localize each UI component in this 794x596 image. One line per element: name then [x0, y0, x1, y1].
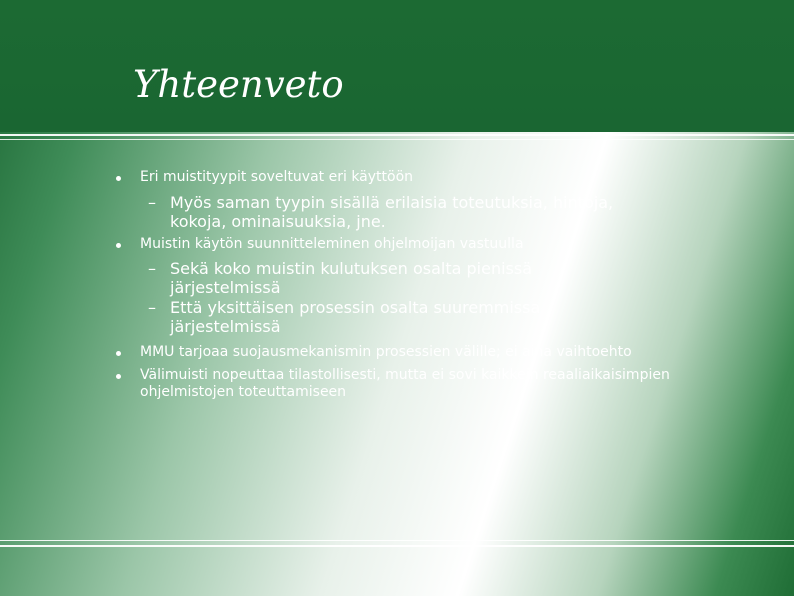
header-band	[0, 0, 794, 132]
bullet-item-3: MMU tarjoaa suojausmekanismin prosessien välille; ei aina vaihtoehto	[140, 344, 632, 360]
sub-bullet-line: Myös saman tyypin sisällä erilaisia toteutuksia, hintoja,	[170, 193, 614, 212]
header-divider-top	[0, 134, 794, 136]
dash-marker: –	[148, 193, 156, 212]
bullet-item-1: Eri muistityypit soveltuvat eri käyttöön	[140, 169, 414, 185]
sub-bullet-line: Sekä koko muistin kulutuksen osalta pienissä	[170, 259, 533, 278]
bullet-item-4: Välimuisti nopeuttaa tilastollisesti, mutta ei sovi kaikkein reaaliaikaisimpien ohjelmistojen toteuttamiseen	[140, 367, 670, 400]
bullet-dot	[116, 176, 121, 181]
header-divider-bottom	[0, 139, 794, 140]
sub-bullet-1-1	[148, 193, 708, 231]
sub-bullet-2-1	[148, 259, 708, 297]
footer-divider-top	[0, 540, 794, 541]
bullet-item-2: Muistin käytön suunnitteleminen ohjelmoijan vastuulla	[140, 236, 524, 252]
sub-bullet-line: Että yksittäisen prosessin osalta suuremmissa	[170, 298, 541, 317]
dash-marker: –	[148, 259, 156, 278]
slide-title: Yhteenveto	[133, 63, 344, 106]
sub-bullet-line: järjestelmissä	[170, 317, 281, 336]
bullet-dot	[116, 351, 121, 356]
bullet-dot	[116, 243, 121, 248]
sub-bullet-line: kokoja, ominaisuuksia, jne.	[170, 212, 386, 231]
bullet-dot	[116, 374, 121, 379]
dash-marker: –	[148, 298, 156, 317]
footer-divider-bottom	[0, 545, 794, 547]
sub-bullet-line: järjestelmissä	[170, 278, 281, 297]
sub-bullet-2-2	[148, 298, 708, 336]
